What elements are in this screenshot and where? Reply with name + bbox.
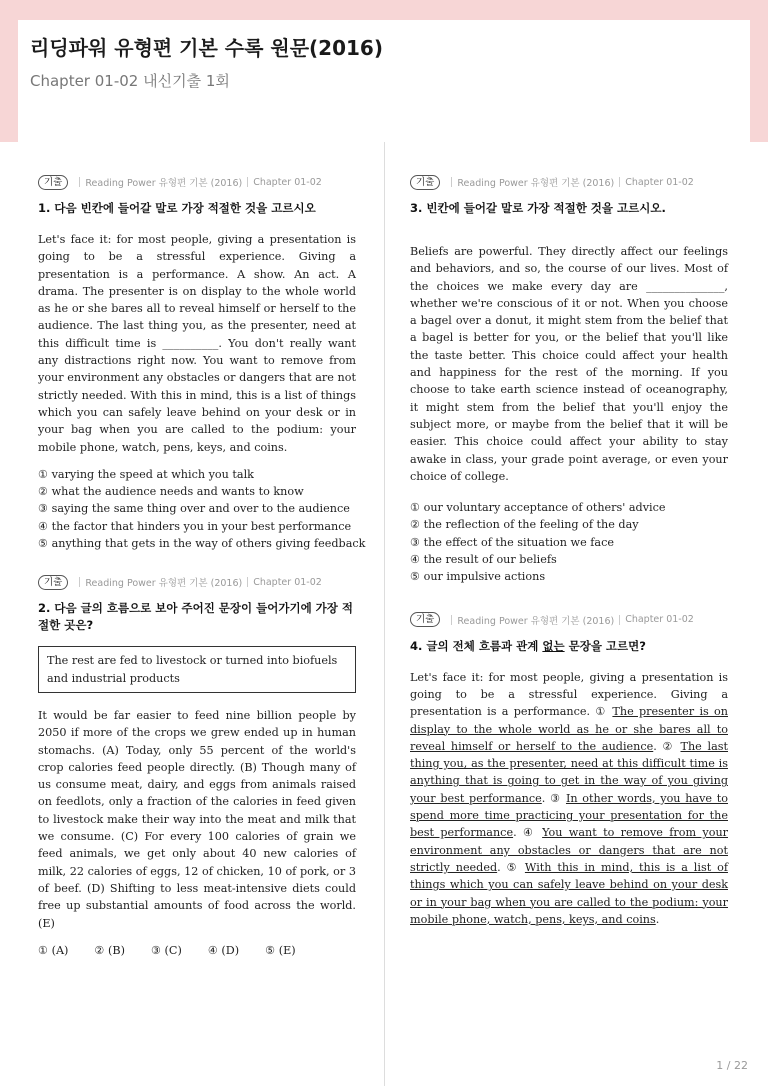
separator <box>451 177 452 187</box>
q4-sentence-5: With this in mind, this is a list of things which you can safely leave behind on your desk or in your bag when you are called to the podium: your mobile phone, watch, pens, keys, and coins <box>410 860 728 926</box>
q1-tagline <box>38 174 356 190</box>
q2-tagline <box>38 574 356 590</box>
document-subtitle: Chapter 01-02 내신기출 1회 <box>30 72 230 90</box>
q3-option-3[interactable]: ③ the effect of the situation we face <box>410 535 614 549</box>
separator <box>619 177 620 187</box>
q4-marker-5[interactable]: ⑤ <box>506 860 519 874</box>
q4-chapter: Chapter 01-02 <box>625 614 694 626</box>
right-column <box>410 174 728 928</box>
q4-source: Reading Power 유형편 기본 (2016) <box>457 615 615 627</box>
q4-title-post: 문장을 고르면? <box>564 638 646 653</box>
q4-sentence-2: The last thing you, as the presenter, need at this difficult time is anything that is going to get in the way of you giving your best performance <box>410 739 729 805</box>
q1-option-3[interactable]: ③ saying the same thing over and over to the audience <box>38 502 350 516</box>
q1-option-2[interactable]: ② what the audience needs and wants to know <box>38 485 304 499</box>
left-column <box>38 174 366 957</box>
q4-sentence-4: You want to remove from your environment any obstacles or dangers that are not strictly needed <box>410 826 728 874</box>
q2-option-2[interactable]: ② (B) <box>94 943 125 957</box>
q4-title <box>410 638 728 655</box>
q4-tagline <box>410 612 728 628</box>
q2-source: Reading Power 유형편 기본 (2016) <box>85 578 243 590</box>
q4-sentence-1: The presenter is on display to the whole world as he or she bares all to reveal himself or herself to the audience <box>410 705 728 753</box>
separator <box>247 177 248 187</box>
q3-tagline <box>410 174 728 190</box>
q1-option-4[interactable]: ④ the factor that hinders you in your best performance <box>38 519 352 533</box>
q2-option-1[interactable]: ① (A) <box>38 943 69 957</box>
q2-title: 2. 다음 글의 흐름으로 보아 주어진 문장이 들어가기에 가장 적절한 곳은? <box>38 601 354 633</box>
q3-source: Reading Power 유형편 기본 (2016) <box>457 178 615 189</box>
q2-option-5[interactable]: ⑤ (E) <box>265 943 296 957</box>
separator <box>247 577 248 587</box>
spacer <box>38 552 356 574</box>
spacer <box>410 586 728 612</box>
q4-sentence-3: In other words, you have to spend more time practicing your presentation for the best performance <box>410 791 728 840</box>
q4-marker-3[interactable]: ③ <box>550 791 562 805</box>
q4-badge: 기출 <box>410 612 440 627</box>
q4-intro: Let's face it: for most people, giving a presentation is going to be a stressful experience. Giving a presentation is a performance. <box>410 670 728 719</box>
q1-option-5[interactable]: ⑤ anything that gets in the way of others giving feedback <box>38 537 366 551</box>
q3-chapter: Chapter 01-02 <box>625 176 694 188</box>
q4-marker-1[interactable]: ① <box>595 705 608 719</box>
q4-marker-2[interactable]: ② <box>662 739 675 753</box>
q2-option-3[interactable]: ③ (C) <box>150 943 182 957</box>
q2-given-sentence-box: The rest are fed to livestock or turned into biofuels and industrial products <box>38 646 356 693</box>
separator <box>79 177 80 187</box>
q2-option-4[interactable]: ④ (D) <box>207 943 240 957</box>
q1-option-1[interactable]: ① varying the speed at which you talk <box>38 467 254 481</box>
q3-option-5[interactable]: ⑤ our impulsive actions <box>410 570 546 584</box>
q1-options <box>38 466 366 552</box>
q4-title-emphasis: 없는 <box>542 638 565 653</box>
document-title: 리딩파워 유형편 기본 수록 원문(2016) <box>30 36 383 60</box>
q2-chapter: Chapter 01-02 <box>253 576 322 588</box>
q3-passage: Beliefs are powerful. They directly affect our feelings and behaviors, and so, the course of our lives. Most of the choices we make every day are ______________, whether we're conscious of it or not. When you choose a bagel over a donut, it might stem from the belief that a bagel is better for you, or the belief that you'll like the taste better. This choice could affect your health and happiness for the rest of the morning. If you choose to take earth science instead of oceanography, it might stem from the belief that you'll enjoy the subject more, or maybe from the belief that it will be easier. This choice could affect your ability to stay awake in class, your grade point average, or even your choice of college. <box>410 245 728 483</box>
q4-passage: Let's face it: for most people, giving a presentation is going to be a stressful experience. Giving a presentation is a performance. ① The presenter is on display to the whole world as he or she bares all to reveal himself or herself to the audience. ② The last thing you, as the presenter, need at this difficult time is anything that is going to get in the way of you giving your best performance. ③ In other words, you have to spend more time practicing your presentation for the best performance. ④ You want to remove from your environment any obstacles or dangers that are not strictly needed. ⑤ With this in mind, this is a list of things which you can safely leave behind on your desk or in your bag when you are called to the podium: your mobile phone, watch, pens, keys, and coins. <box>410 670 729 926</box>
separator <box>451 615 452 625</box>
q1-passage: Let's face it: for most people, giving a presentation is going to be a stressful experience. Giving a presentation is a performance. A show. An act. A drama. The presenter is on display to the whole world as he or she bares all to reveal himself or herself to the audience. The last thing you, as the presenter, need at this difficult time is __________. You don't really want any distractions right now. You want to remove from your environment any obstacles or dangers that are not strictly needed. With this in mind, this is a list of things which you can safely leave behind on your desk or in your bag when you are called to the podium: your mobile phone, watch, pens, keys, and coins. <box>38 233 356 454</box>
q1-badge: 기출 <box>38 175 68 190</box>
q3-badge: 기출 <box>410 175 440 190</box>
column-divider <box>384 142 385 1086</box>
q3-options <box>410 499 728 585</box>
q2-badge: 기출 <box>38 575 68 590</box>
q1-title: 1. 다음 빈칸에 들어갈 말로 가장 적절한 것을 고르시오 <box>38 201 316 215</box>
q3-title: 3. 빈칸에 들어갈 말로 가장 적절한 것을 고르시오. <box>410 201 666 215</box>
q2-options <box>38 944 356 957</box>
q4-title-pre: 4. 글의 전체 흐름과 관계 <box>410 638 543 653</box>
q3-option-2[interactable]: ② the reflection of the feeling of the day <box>410 518 639 532</box>
separator <box>79 577 80 587</box>
q4-marker-4[interactable]: ④ <box>522 826 536 840</box>
q1-chapter: Chapter 01-02 <box>253 176 322 188</box>
q3-option-4[interactable]: ④ the result of our beliefs <box>410 553 557 567</box>
q3-option-1[interactable]: ① our voluntary acceptance of others' advice <box>410 501 666 515</box>
page-number: 1 / 22 <box>716 1059 748 1072</box>
separator <box>619 615 620 625</box>
q2-passage: It would be far easier to feed nine billion people by 2050 if more of the crops we grew ended up in human stomachs. (A) Today, only 55 percent of the world's crop calories feed people directly. (B) Though many of us consume meat, dairy, and eggs from animals raised on feedlots, only a fraction of the calories in feed given to livestock make their way into the meat and milk that we consume. (C) For every 100 calories of grain we feed animals, we get only about 40 new calories of milk, 22 calories of eggs, 12 of chicken, 10 of pork, or 3 of beef. (D) Shifting to less meat-intensive diets could free up substantial amounts of food across the world. (E) <box>38 708 356 930</box>
q1-source: Reading Power 유형편 기본 (2016) <box>85 178 243 189</box>
